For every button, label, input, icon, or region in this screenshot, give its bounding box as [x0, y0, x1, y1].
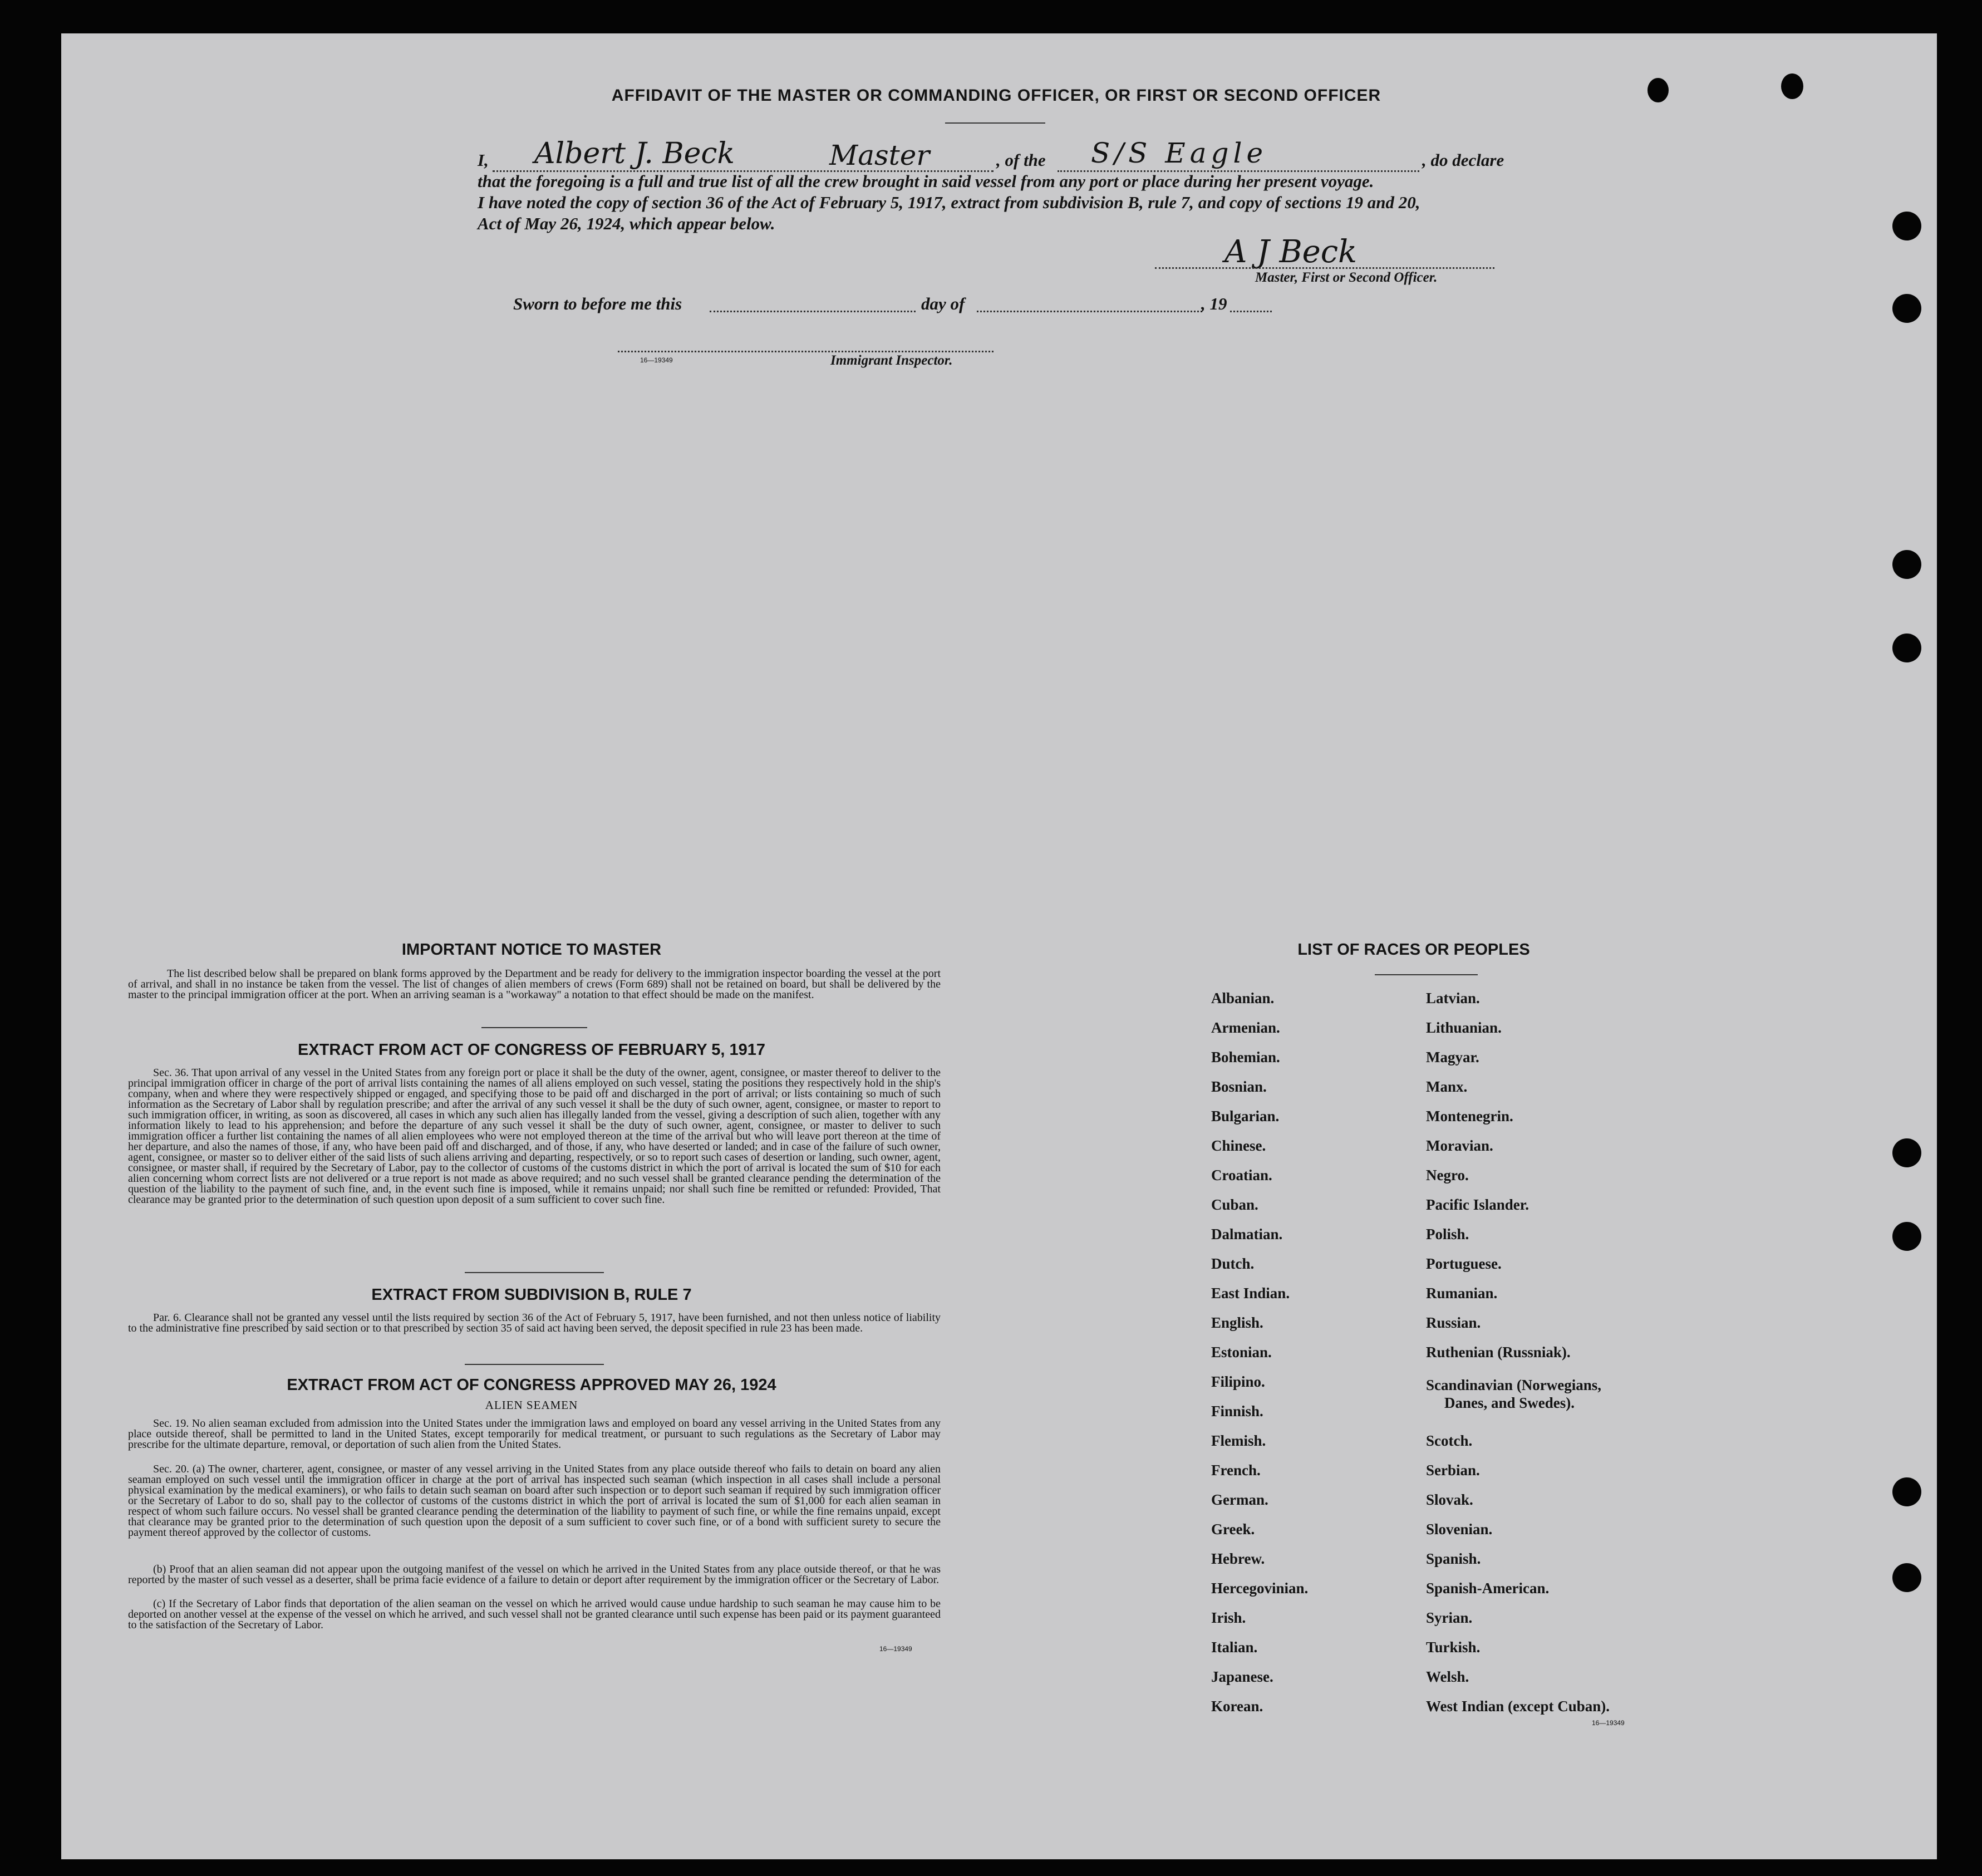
- race-item: French.: [1211, 1462, 1261, 1479]
- punch-hole: [1892, 1138, 1921, 1167]
- race-item: Bohemian.: [1211, 1049, 1280, 1065]
- race-item: Croatian.: [1211, 1167, 1272, 1183]
- punch-hole: [1892, 550, 1921, 579]
- race-item: Magyar.: [1426, 1049, 1479, 1065]
- sec-20a: Sec. 20. (a) The owner, charterer, agent, consignee, or master of any vessel arriving in the United States from any place outside thereof who fails to detain on board any alien seaman employed on such vessel until the immigration officer in charge at the port of arrival has inspected such seaman (which inspection in all cases shall include a personal physical examination by the medical examiners), or who fails to detain such seaman on board after such inspection or to deport such seaman if required by such immigration officer or the Secretary of Labor to do so, shall pay to the collector of customs of the customs district in which the port of arrival is located the sum of $1,000 for each alien seaman in respect of whom such failure occurs. No vessel shall be granted clearance pending the determination of the liability to payment of such fine, or while the fine remains unpaid, except that clearance may be granted prior to the determination of such question upon the deposit of a sum sufficient to cover such fine, or of a bond with sufficient surety to secure the payment thereof approved by the collector of customs.: [128, 1463, 941, 1539]
- race-item: Estonian.: [1211, 1344, 1272, 1361]
- race-item: Dalmatian.: [1211, 1226, 1283, 1243]
- inspector-line: [618, 351, 994, 352]
- sworn-label: Sworn to before me this: [513, 294, 682, 313]
- race-item: Greek.: [1211, 1521, 1255, 1538]
- sec-20c: (c) If the Secretary of Labor finds that deportation of the alien seaman on the vessel on which he arrived would cause undue hardship to such seaman he may cause him to be deported on another vessel at the expense of the vessel on which he arrived, and such vessel shall not be granted clearance until such expense has been paid or its payment guaranteed to the satisfaction of the Secretary of Labor.: [128, 1598, 941, 1631]
- declaration-line-4: Act of May 26, 1924, which appear below.: [478, 214, 775, 233]
- punch-hole: [1892, 1477, 1921, 1506]
- form-number: 16—19349: [1592, 1719, 1625, 1727]
- race-item: Spanish-American.: [1426, 1580, 1550, 1597]
- inspector-caption: Immigrant Inspector.: [830, 353, 953, 368]
- sec-20b: (b) Proof that an alien seaman did not appear upon the outgoing manifest of the vessel on which he arrived in the United States from any place outside thereof, or that he was reported by the master of such vessel as a deserter, shall be prima facie evidence of a failure to detain or deport after requirement by the immigration officer or the Secretary of Labor.: [128, 1563, 941, 1586]
- race-item: Latvian.: [1426, 990, 1480, 1006]
- race-item: Scandinavian (Norwegians,: [1426, 1377, 1602, 1393]
- punch-hole: [1647, 78, 1669, 102]
- race-item: Korean.: [1211, 1698, 1263, 1715]
- race-item: Bosnian.: [1211, 1078, 1267, 1095]
- race-item: Pacific Islander.: [1426, 1196, 1529, 1213]
- do-declare-label: , do declare: [1422, 150, 1504, 170]
- race-item: Chinese.: [1211, 1137, 1266, 1154]
- sec-19: Sec. 19. No alien seaman excluded from admission into the United States under the immigration laws and employed on board any vessel arriving in the United States from any place outside thereof, shall be permitted to land in the United States, except temporarily for medical treatment, or pursuant to such regulations as the Secretary of Labor may prescribe for the ultimate departure, removal, or deportation of such alien from the United States.: [128, 1417, 941, 1451]
- race-item: English.: [1211, 1314, 1263, 1331]
- race-item: Manx.: [1426, 1078, 1468, 1095]
- race-item: Flemish.: [1211, 1432, 1266, 1449]
- form-number: 16—19349: [640, 356, 673, 364]
- race-item: Scotch.: [1426, 1432, 1473, 1449]
- race-item: East Indian.: [1211, 1285, 1290, 1302]
- extract-1924-title: EXTRACT FROM ACT OF CONGRESS APPROVED MAY 26, 1924: [287, 1376, 776, 1394]
- race-item: Danes, and Swedes).: [1444, 1394, 1575, 1411]
- vessel-name: S/S Eagle: [1091, 137, 1268, 169]
- punch-hole: [1892, 1563, 1921, 1592]
- race-item: Polish.: [1426, 1226, 1469, 1243]
- race-item: Negro.: [1426, 1167, 1469, 1183]
- i-label: I,: [478, 150, 489, 170]
- race-item: Russian.: [1426, 1314, 1481, 1331]
- race-item: Portuguese.: [1426, 1255, 1502, 1272]
- punch-hole: [1892, 1222, 1921, 1251]
- officer-signature: A J Beck: [1224, 234, 1358, 270]
- race-item: Welsh.: [1426, 1668, 1469, 1685]
- race-item: Montenegrin.: [1426, 1108, 1513, 1124]
- extract-rule7-body: Par. 6. Clearance shall not be granted any vessel until the lists required by section 36 of the Act of February 5, 1917, have been furnished, and not then unless notice of liability to the administrative fine prescribed by said section or to that prescribed by section 35 of said act having been served, the deposit specified in rule 23 has been made.: [128, 1312, 941, 1334]
- divider: [1375, 974, 1478, 975]
- race-item: Turkish.: [1426, 1639, 1481, 1656]
- race-item: Ruthenian (Russniak).: [1426, 1344, 1571, 1361]
- sworn-month-line: [977, 311, 1202, 312]
- race-item: Slovenian.: [1426, 1521, 1493, 1538]
- race-item: Lithuanian.: [1426, 1019, 1502, 1036]
- signature-line: [1155, 267, 1494, 269]
- race-item: West Indian (except Cuban).: [1426, 1698, 1610, 1715]
- race-item: Serbian.: [1426, 1462, 1480, 1479]
- day-of-label: day of: [921, 294, 965, 313]
- race-item: Syrian.: [1426, 1609, 1473, 1626]
- extract-rule7-title: EXTRACT FROM SUBDIVISION B, RULE 7: [371, 1286, 692, 1304]
- master-rank: Master: [829, 139, 930, 171]
- divider: [465, 1364, 604, 1365]
- sworn-day-line: [710, 311, 916, 312]
- divider: [465, 1272, 604, 1273]
- alien-seamen-subtitle: ALIEN SEAMEN: [485, 1398, 578, 1412]
- race-item: Hebrew.: [1211, 1550, 1265, 1567]
- punch-hole: [1892, 294, 1921, 323]
- of-the-label: , of the: [996, 150, 1046, 170]
- divider: [481, 1027, 587, 1028]
- races-title: LIST OF RACES OR PEOPLES: [1297, 941, 1530, 959]
- punch-hole: [1781, 73, 1803, 99]
- race-item: Cuban.: [1211, 1196, 1258, 1213]
- race-item: Japanese.: [1211, 1668, 1273, 1685]
- divider: [945, 122, 1045, 124]
- form-number: 16—19349: [879, 1645, 912, 1653]
- race-item: Albanian.: [1211, 990, 1275, 1006]
- punch-hole: [1892, 633, 1921, 662]
- extract-1917-title: EXTRACT FROM ACT OF CONGRESS OF FEBRUARY 5, 1917: [297, 1041, 766, 1059]
- declaration-line-3: I have noted the copy of section 36 of the Act of February 5, 1917, extract from subdivision B, rule 7, and copy of sections 19 and 20,: [478, 193, 1420, 212]
- affidavit-title: AFFIDAVIT OF THE MASTER OR COMMANDING OFFICER, OR FIRST OR SECOND OFFICER: [611, 86, 1381, 105]
- race-item: Hercegovinian.: [1211, 1580, 1309, 1597]
- race-item: Bulgarian.: [1211, 1108, 1280, 1124]
- sworn-year-line: [1230, 311, 1272, 312]
- notice-title: IMPORTANT NOTICE TO MASTER: [401, 941, 662, 959]
- declaration-line-2: that the foregoing is a full and true list of all the crew brought in said vessel from any port or place during her present voyage.: [478, 171, 1374, 191]
- race-item: Armenian.: [1211, 1019, 1280, 1036]
- race-item: Filipino.: [1211, 1373, 1265, 1390]
- extract-1917-body: Sec. 36. That upon arrival of any vessel in the United States from any foreign port or place it shall be the duty of the owner, agent, consignee, or master thereof to deliver to the principal immigration officer in charge of the port of arrival lists containing the names of all aliens employed on such vessel, stating the positions they respectively hold in the ship's company, when and where they were respectively shipped or engaged, and specifying those to be paid off and discharged in the port of arrival; or lists containing so much of such information as the Secretary of Labor shall by regulation prescribe; and after the arrival of any such vessel it shall be the duty of such owner, agent, consignee, or master to report to such immigration officer, in writing, as soon as discovered, all cases in which any such alien has illegally landed from the vessel, giving a description of such alien, together with any information likely to lead to his apprehension; and before the departure of any such vessel it shall be the duty of such owner, agent, consignee, or master to deliver to such immigration officer a further list containing the names of all alien employees who were not employed thereon at the time of the arrival but who will leave port thereon at the time of her departure, and also the names of those, if any, who have been paid off and discharged, and of those, if any, who have deserted or landed; and in case of the failure of such owner, agent, consignee, or master so to deliver either of the said lists of such aliens arriving and departing, respectively, or so to report such cases of desertion or landing, such owner, agent, consignee, or master shall, if required by the Secretary of Labor, pay to the collector of customs of the customs district in which the port of arrival is located the sum of $10 for each alien concerning whom correct lists are not delivered or a true report is not made as above required; and no such vessel shall be granted clearance pending the determination of the question of the liability to the payment of such fine, and, in the event such fine is imposed, while it remains unpaid; nor shall such fine be remitted or refunded: Provided, That clearance may be granted prior to the determination of such question upon deposit of a sum sufficient to cover such fine.: [128, 1067, 941, 1206]
- race-item: Rumanian.: [1426, 1285, 1498, 1302]
- race-item: Finnish.: [1211, 1403, 1263, 1420]
- year-label: , 19: [1201, 294, 1227, 313]
- race-item: Italian.: [1211, 1639, 1258, 1656]
- race-item: Dutch.: [1211, 1255, 1255, 1272]
- race-item: German.: [1211, 1491, 1268, 1508]
- notice-body: The list described below shall be prepared on blank forms approved by the Department and be ready for delivery to the immigration inspector boarding the vessel at the port of arrival, and shall in no instance be taken from the vessel. The list of changes of alien members of crews (Form 689) shall not be retained on board, but shall be delivered by the master to the principal immigration officer at the port. When an arriving seaman is a "workaway" a notation to that effect should be made on the manifest.: [128, 968, 941, 1001]
- signature-caption: Master, First or Second Officer.: [1255, 270, 1438, 285]
- race-item: Spanish.: [1426, 1550, 1481, 1567]
- race-item: Moravian.: [1426, 1137, 1493, 1154]
- race-item: Irish.: [1211, 1609, 1246, 1626]
- punch-hole: [1892, 212, 1921, 240]
- race-item: Slovak.: [1426, 1491, 1473, 1508]
- master-name: Albert J. Beck: [534, 137, 735, 170]
